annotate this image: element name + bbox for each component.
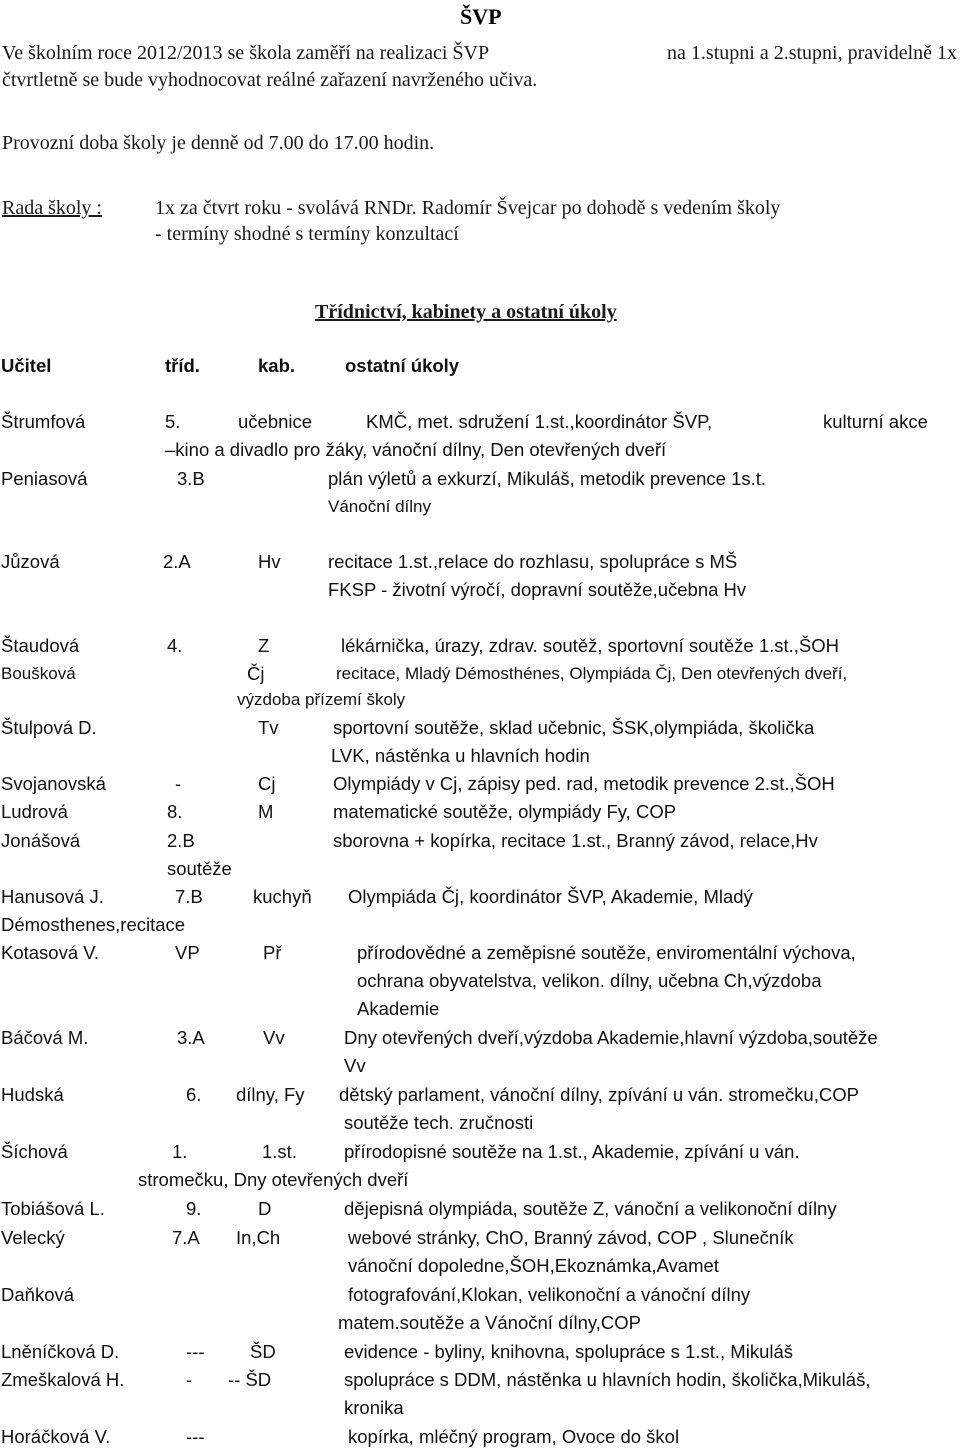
teacher-tasks-continued: ochrana obyvatelstva, velikon. dílny, učebna Ch,výzdoba [357, 970, 822, 991]
intro-line-1 [2, 43, 957, 63]
school-board-label: Rada školy : [2, 197, 102, 219]
teacher-tasks: Olympiády v Cj, zápisy ped. rad, metodik prevence 2.st.,ŠOH [333, 773, 835, 794]
teacher-class: 7.B [175, 886, 203, 907]
teacher-cabinet: Cj [258, 773, 276, 794]
teacher-cabinet: Čj [247, 663, 265, 684]
teacher-cabinet: 1.st. [262, 1141, 297, 1162]
teacher-tasks: sportovní soutěže, sklad učebnic, ŠSK,olympiáda, školička [333, 717, 815, 738]
teacher-tasks: Dny otevřených dveří,výzdoba Akademie,hlavní výzdoba,soutěže [344, 1027, 878, 1048]
teacher-cabinet: ŠD [250, 1341, 276, 1362]
teacher-tasks-continued: stromečku, Dny otevřených dveří [138, 1169, 409, 1190]
teacher-tasks-continued: FKSP - životní výročí, dopravní soutěže,učebna Hv [328, 579, 747, 600]
teacher-cabinet: učebnice [238, 411, 313, 432]
teacher-class: 2.A [163, 551, 191, 572]
teacher-class: 1. [172, 1141, 188, 1162]
teacher-tasks-continued: soutěže tech. zručnosti [344, 1112, 534, 1133]
teacher-tasks-end: kulturní akce [823, 411, 928, 432]
teacher-tasks: dějepisná olympiáda, soutěže Z, vánoční a velikonoční dílny [344, 1198, 837, 1219]
intro-line-1-part-b: na 1.stupni a 2.stupni, pravidelně 1x [667, 42, 957, 64]
header-cabinet: kab. [258, 355, 296, 376]
teacher-tasks: matematické soutěže, olympiády Fy, COP [333, 801, 677, 822]
teacher-name: Hudská [1, 1084, 64, 1105]
teacher-tasks: sborovna + kopírka, recitace 1.st., Branný závod, relace,Hv [333, 830, 818, 851]
teacher-class: 3.A [177, 1027, 205, 1048]
teacher-class: - [175, 773, 182, 794]
teacher-cabinet: Vv [263, 1027, 285, 1048]
teacher-tasks-continued: Démosthenes,recitace [1, 914, 186, 935]
section-title: Třídnictví, kabinety a ostatní úkoly [315, 301, 617, 323]
teacher-cabinet: Př [263, 942, 282, 963]
teacher-tasks-continued: LVK, nástěnka u hlavních hodin [331, 745, 590, 766]
teacher-tasks: lékárnička, úrazy, zdrav. soutěž, sportovní soutěže 1.st.,ŠOH [341, 635, 840, 656]
teacher-name: Tobiášová L. [1, 1198, 105, 1219]
header-other-tasks: ostatní úkoly [345, 355, 460, 376]
teacher-tasks: evidence - byliny, knihovna, spolupráce s 1.st., Mikuláš [344, 1341, 794, 1362]
teacher-name: Štaudová [1, 635, 80, 656]
teacher-tasks-continued: soutěže [167, 858, 232, 879]
teacher-tasks: recitace 1.st.,relace do rozhlasu, spolupráce s MŠ [328, 551, 738, 572]
teacher-name: Horáčková V. [1, 1426, 111, 1447]
teacher-tasks-continued: kronika [344, 1397, 404, 1418]
teacher-name: Jůzová [1, 551, 60, 572]
teacher-name: Svojanovská [1, 773, 106, 794]
teacher-name: Šíchová [1, 1141, 68, 1162]
teacher-tasks: kopírka, mléčný program, Ovoce do škol [348, 1426, 680, 1447]
teacher-tasks: přírodovědné a zeměpisné soutěže, enviromentální výchova, [357, 942, 856, 963]
teacher-tasks-continued: matem.soutěže a Vánoční dílny,COP [338, 1312, 642, 1333]
teacher-tasks: webové stránky, ChO, Branný závod, COP , Slunečník [348, 1227, 794, 1248]
header-teacher: Učitel [1, 355, 52, 376]
teacher-class: 6. [186, 1084, 202, 1105]
teacher-name: Štulpová D. [1, 717, 97, 738]
header-class: tříd. [165, 355, 200, 376]
teacher-name: Báčová M. [1, 1027, 89, 1048]
teacher-name: Hanusová J. [1, 886, 104, 907]
teacher-tasks-continued: výzdoba přízemí školy [237, 690, 406, 709]
teacher-tasks: KMČ, met. sdružení 1.st.,koordinátor ŠVP, [366, 411, 713, 432]
teacher-tasks: recitace, Mladý Démosthénes, Olympiáda Čj, Den otevřených dveří, [336, 664, 848, 683]
teacher-cabinet: kuchyň [253, 886, 312, 907]
intro-line-1-part-a: Ve školním roce 2012/2013 se škola zaměří na realizaci ŠVP [2, 42, 490, 64]
teacher-tasks: fotografování,Klokan, velikonoční a vánoční dílny [348, 1284, 751, 1305]
school-board-line-2: - termíny shodné s termíny konzultací [155, 223, 459, 245]
teacher-tasks-continued: Vv [344, 1055, 366, 1076]
teacher-name: Ludrová [1, 801, 68, 822]
teacher-class: 5. [165, 411, 181, 432]
teacher-tasks: dětský parlament, vánoční dílny, zpívání u ván. stromečku,COP [339, 1084, 859, 1105]
teacher-class: 9. [186, 1198, 202, 1219]
teacher-tasks: plán výletů a exkurzí, Mikuláš, metodik prevence 1s.t. [328, 468, 767, 489]
teacher-class: 8. [167, 801, 183, 822]
teacher-tasks: přírodopisné soutěže na 1.st., Akademie, zpívání u ván. [344, 1141, 800, 1162]
teacher-class: 3.B [177, 468, 205, 489]
teacher-name: Lněníčková D. [1, 1341, 120, 1362]
teacher-class: --- [186, 1426, 205, 1447]
operating-hours: Provozní doba školy je denně od 7.00 do 17.00 hodin. [2, 132, 435, 154]
teacher-cabinet: Tv [258, 717, 279, 738]
teacher-cabinet: -- ŠD [228, 1369, 272, 1390]
intro-line-2: čtvrtletně se bude vyhodnocovat reálné zařazení navrženého učiva. [2, 69, 538, 91]
teacher-class: --- [186, 1341, 205, 1362]
teacher-cabinet: Hv [258, 551, 281, 572]
teacher-name: Velecký [1, 1227, 65, 1248]
teacher-cabinet: In,Ch [236, 1227, 281, 1248]
teacher-name: Boušková [1, 664, 76, 683]
teacher-tasks: Olympiáda Čj, koordinátor ŠVP, Akademie, Mladý [348, 886, 753, 907]
teacher-name: Zmeškalová H. [1, 1369, 125, 1390]
teacher-cabinet: D [258, 1198, 272, 1219]
document-title: ŠVP [460, 4, 502, 29]
teacher-class: 2.B [167, 830, 195, 851]
teacher-tasks-continued: vánoční dopoledne,ŠOH,Ekoznámka,Avamet [348, 1255, 719, 1276]
teacher-name: Daňková [1, 1284, 75, 1305]
teacher-tasks-continued: –kino a divadlo pro žáky, vánoční dílny, Den otevřených dveří [165, 439, 667, 460]
teacher-class: 7.A [172, 1227, 200, 1248]
teacher-name: Peniasová [1, 468, 88, 489]
school-board-line-1: 1x za čtvrt roku - svolává RNDr. Radomír Švejcar po dohodě s vedením školy [155, 197, 781, 219]
teacher-cabinet: Z [258, 635, 270, 656]
teacher-name: Štrumfová [1, 411, 86, 432]
teacher-tasks-continued-2: Akademie [357, 998, 440, 1019]
teacher-name: Kotasová V. [1, 942, 100, 963]
teacher-class: VP [175, 942, 200, 963]
teacher-tasks-continued: Vánoční dílny [328, 497, 432, 516]
teacher-cabinet: M [258, 801, 274, 822]
teacher-name: Jonášová [1, 830, 81, 851]
teacher-class: - [186, 1369, 193, 1390]
teacher-tasks: spolupráce s DDM, nástěnka u hlavních hodin, školička,Mikuláš, [344, 1369, 871, 1390]
teacher-class: 4. [167, 635, 183, 656]
teacher-cabinet: dílny, Fy [236, 1084, 305, 1105]
